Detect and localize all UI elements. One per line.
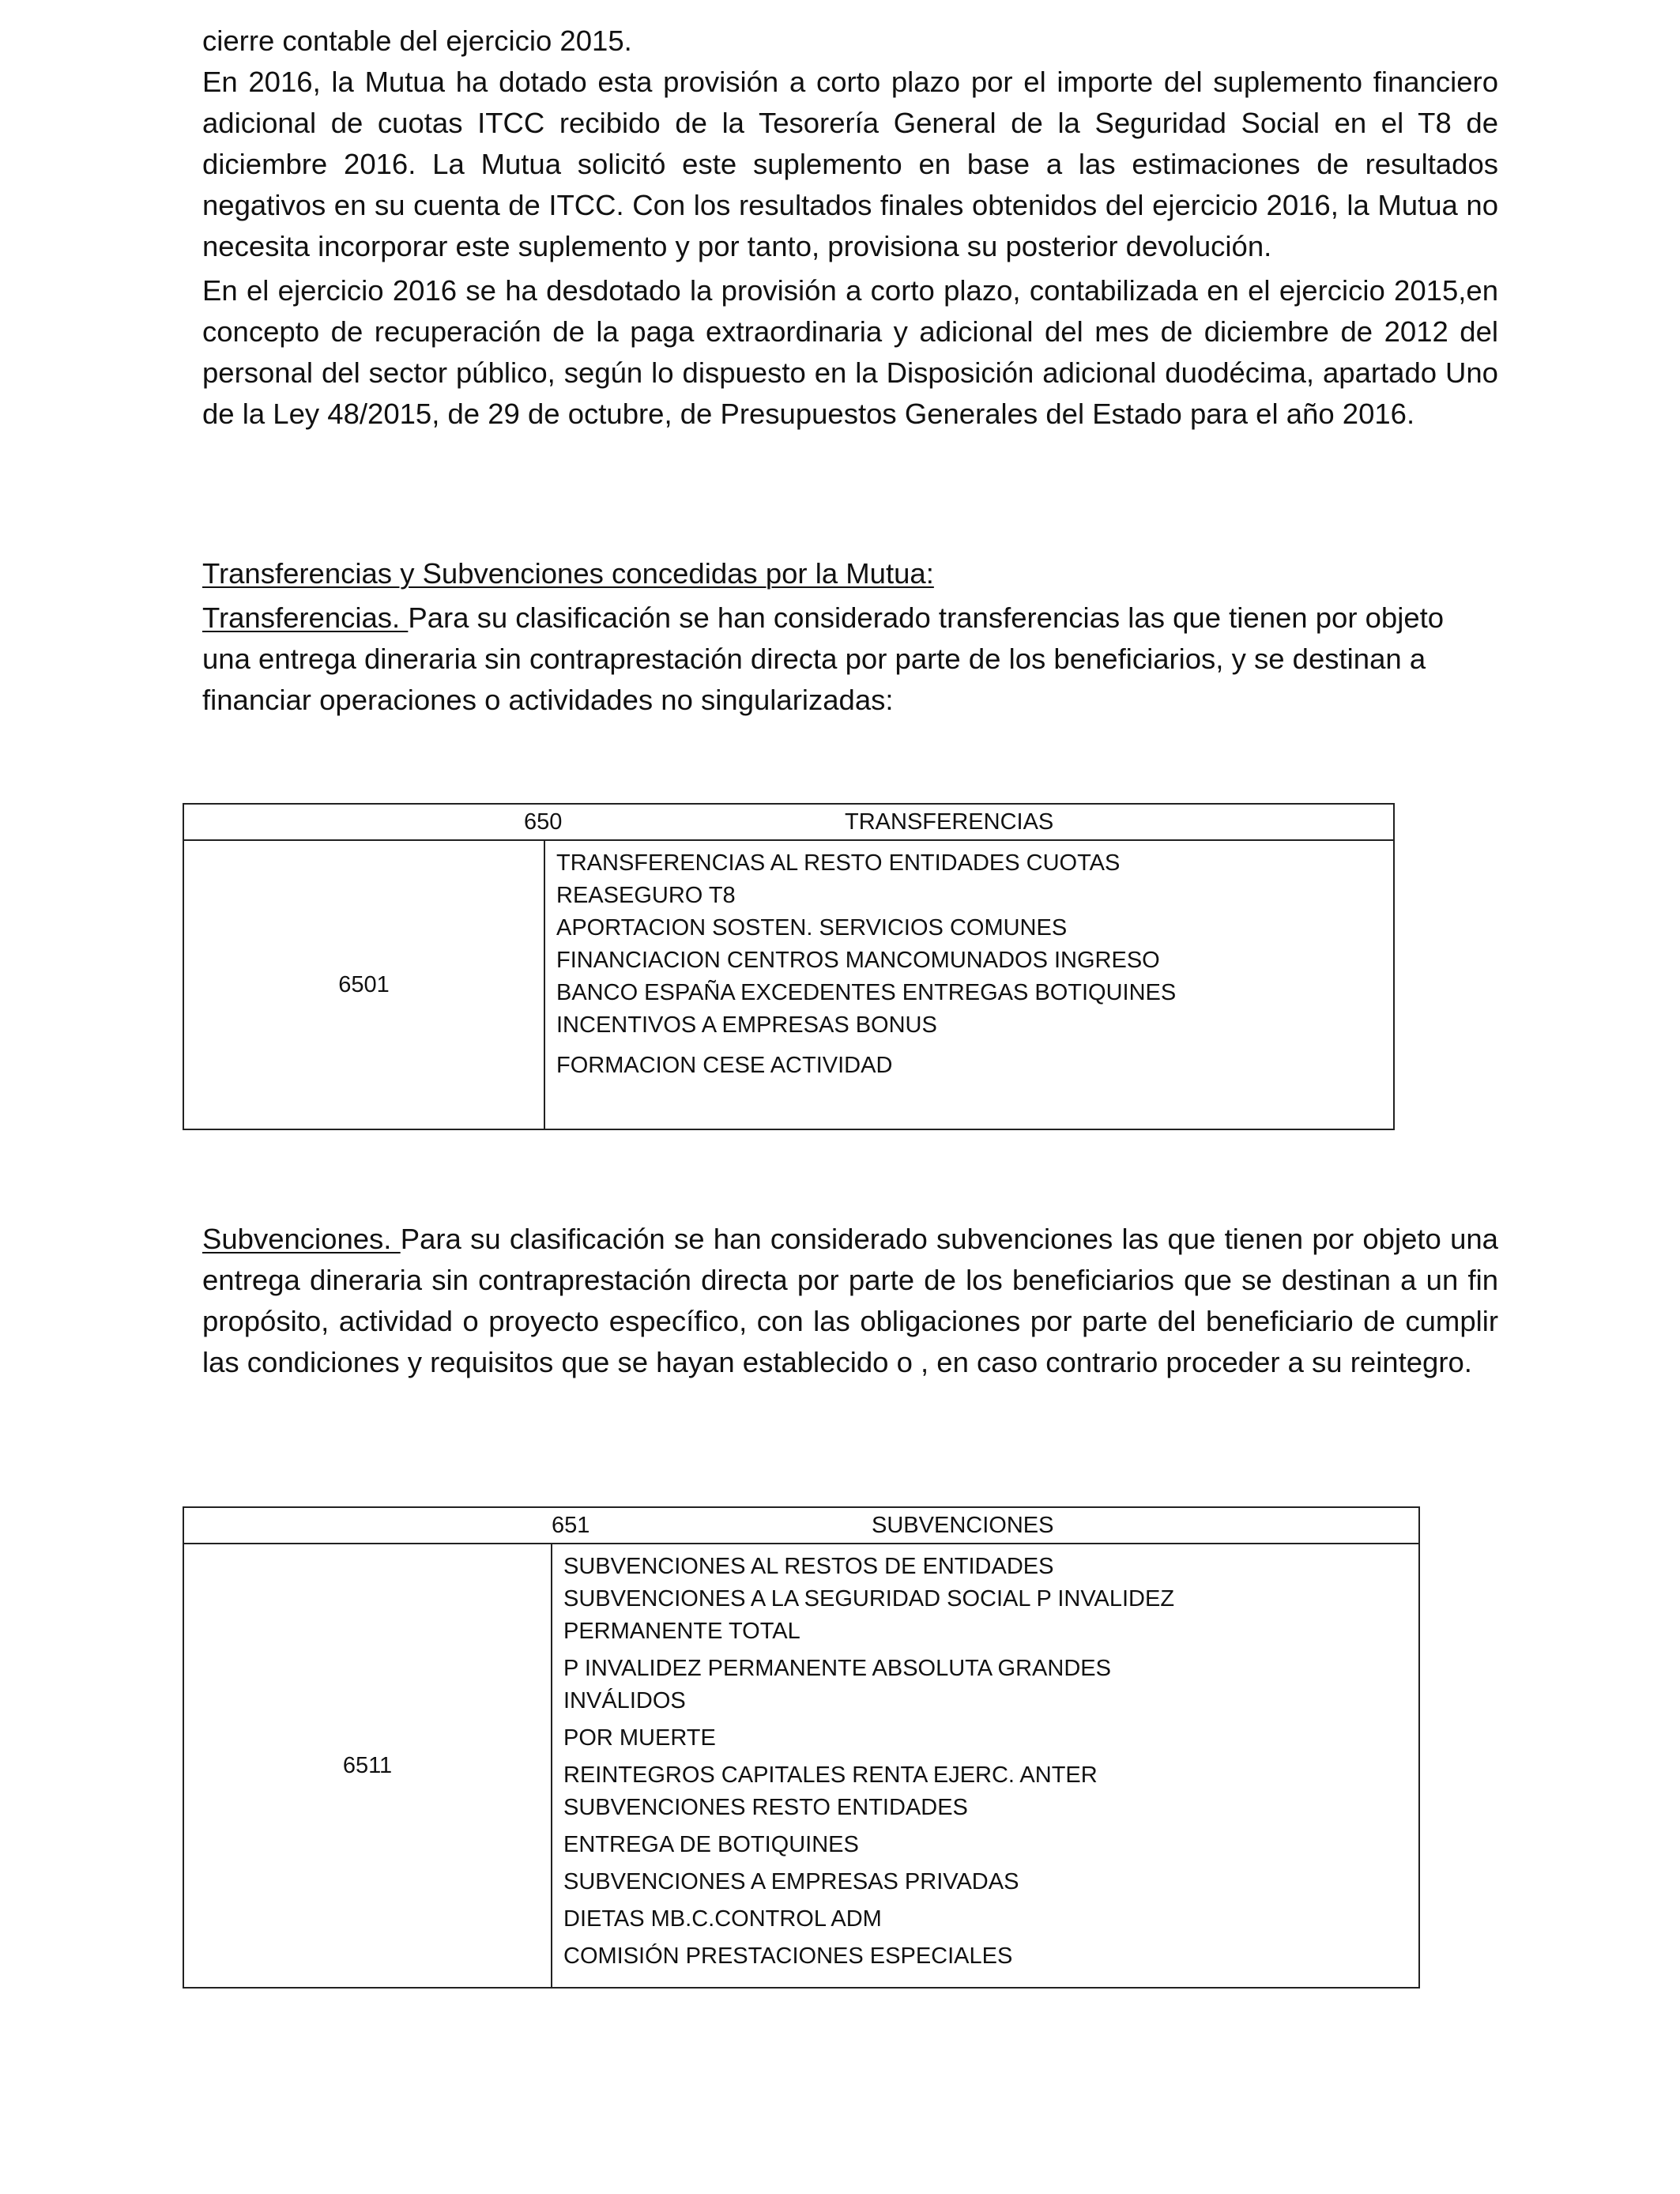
paragraph: En el ejercicio 2016 se ha desdotado la provisión a corto plazo, contabilizada en el ejercicio 2015,en concepto de recuperación de la paga extraordinaria y adicional del mes de diciembre de 2012 del personal del sector público, según lo dispuesto en la Disposición adicional duodécima, apartado Uno de la Ley 48/2015, de 29 de octubre, de Presupuestos Generales del Estado para el año 2016.: [202, 274, 1498, 430]
subvenciones-label: Subvenciones.: [202, 1223, 401, 1255]
list-item: INVÁLIDOS: [563, 1688, 686, 1713]
list-item: FINANCIACION CENTROS MANCOMUNADOS INGRESO: [556, 948, 1160, 973]
intro-text: [202, 21, 1498, 435]
list-item: SUBVENCIONES A EMPRESAS PRIVADAS: [563, 1869, 1019, 1894]
account-code: 6501: [183, 840, 544, 1129]
section-heading: Transferencias y Subvenciones concedidas por la Mutua:: [202, 557, 934, 590]
account-items: [544, 840, 1394, 1129]
transferencias-text: Para su clasificación se han considerado transferencias las que tienen por objeto una entrega dineraria sin contraprestación directa por parte de los beneficiarios, y se destinan a financiar operaciones o actividades no singularizadas:: [202, 601, 1445, 716]
list-item: REASEGURO T8: [556, 883, 736, 908]
transferencias-table: [183, 803, 1395, 1130]
list-item: APORTACION SOSTEN. SERVICIOS COMUNES: [556, 915, 1068, 941]
list-item: COMISIÓN PRESTACIONES ESPECIALES: [563, 1943, 1013, 1969]
list-item: POR MUERTE: [563, 1725, 716, 1751]
header-code: 650: [524, 809, 563, 835]
account-items: [552, 1544, 1419, 1988]
header-title: SUBVENCIONES: [872, 1513, 1054, 1538]
header-title: TRANSFERENCIAS: [845, 809, 1054, 835]
subvenciones-table: [183, 1506, 1420, 1989]
list-item: SUBVENCIONES AL RESTOS DE ENTIDADES: [563, 1554, 1054, 1579]
list-item: FORMACION CESE ACTIVIDAD: [556, 1053, 893, 1078]
list-item: DIETAS MB.C.CONTROL ADM: [563, 1906, 882, 1932]
list-item: P INVALIDEZ PERMANENTE ABSOLUTA GRANDES: [563, 1656, 1111, 1681]
list-item: PERMANENTE TOTAL: [563, 1619, 800, 1644]
list-item: BANCO ESPAÑA EXCEDENTES ENTREGAS BOTIQUINES: [556, 980, 1177, 1005]
table-header: [183, 804, 1394, 840]
subvenciones-text: Para su clasificación se han considerado subvenciones las que tienen por objeto una entrega dineraria sin contraprestación directa por parte de los beneficiarios que se destinan a un fin propósito, actividad o proyecto específico, con las obligaciones por parte del beneficiario de cumplir las condiciones y requisitos que se hayan establecido o , en caso contrario proceder a su reintegro.: [202, 1223, 1498, 1378]
transferencias-label: Transferencias.: [202, 601, 409, 634]
account-code: 6511: [183, 1544, 552, 1988]
list-item: INCENTIVOS A EMPRESAS BONUS: [556, 1012, 937, 1038]
transferencias-section: [202, 553, 1482, 721]
subvenciones-paragraph: [202, 1219, 1498, 1383]
transferencias-paragraph: [202, 598, 1482, 721]
list-item: REINTEGROS CAPITALES RENTA EJERC. ANTER: [563, 1762, 1098, 1788]
paragraph: En 2016, la Mutua ha dotado esta provisión a corto plazo por el importe del suplemento financiero adicional de cuotas ITCC recibido de la Tesorería General de la Seguridad Social en el T8 de diciembre 2016. La Mutua solicitó este suplemento en base a las estimaciones de resultados negativos en su cuenta de ITCC. Con los resultados finales obtenidos del ejercicio 2016, la Mutua no necesita incorporar este suplemento y por tanto, provisiona su posterior devolución.: [202, 66, 1498, 262]
subvenciones-section: [202, 1219, 1498, 1383]
list-item: ENTREGA DE BOTIQUINES: [563, 1832, 859, 1857]
table-header: [183, 1507, 1419, 1544]
list-item: SUBVENCIONES RESTO ENTIDADES: [563, 1795, 968, 1820]
list-item: TRANSFERENCIAS AL RESTO ENTIDADES CUOTAS: [556, 850, 1121, 876]
header-code: 651: [552, 1513, 590, 1538]
paragraph: cierre contable del ejercicio 2015.: [202, 25, 632, 57]
list-item: SUBVENCIONES A LA SEGURIDAD SOCIAL P INVALIDEZ: [563, 1586, 1175, 1612]
